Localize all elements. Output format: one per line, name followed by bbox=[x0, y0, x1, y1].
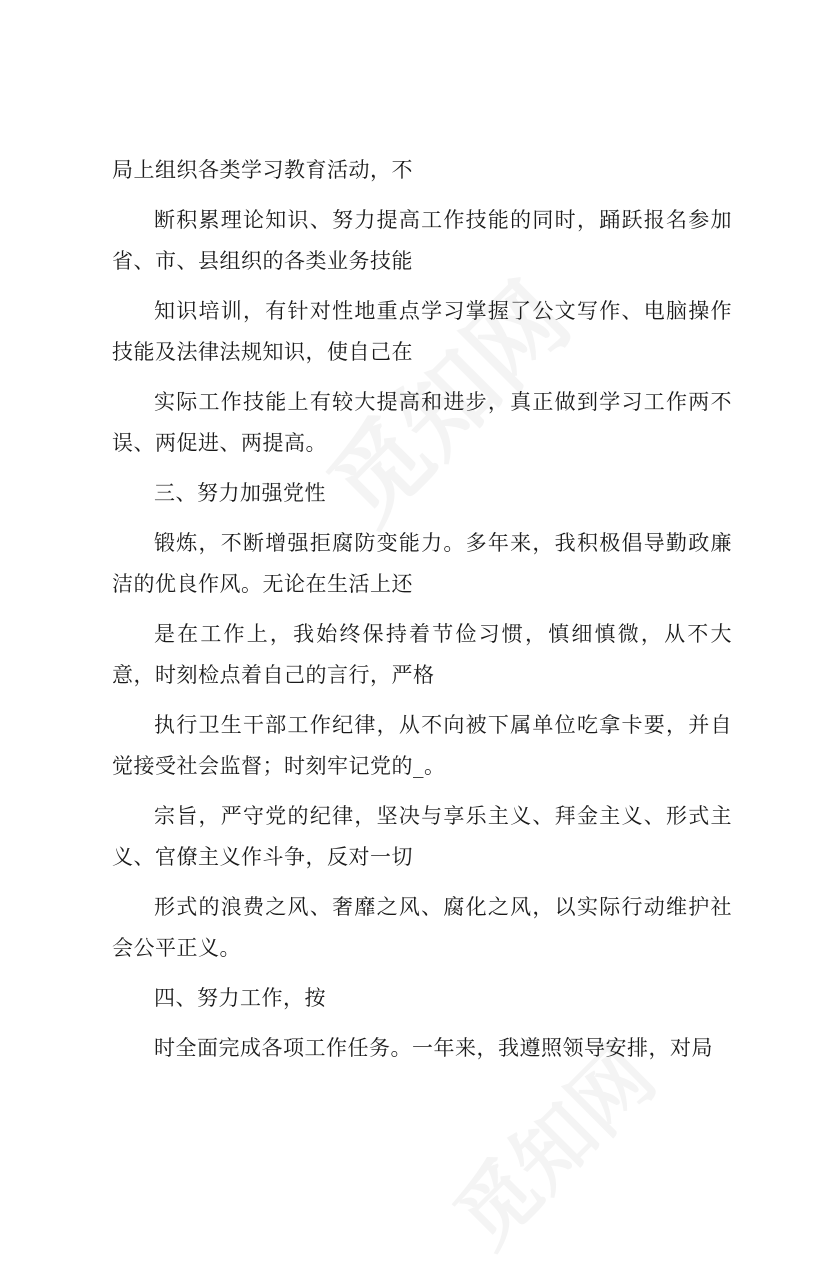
paragraph-3: 知识培训，有针对性地重点学习掌握了公文写作、电脑操作技能及法律法规知识，使自己在 bbox=[112, 299, 732, 364]
paragraph-6: 锻炼，不断增强拒腐防变能力。多年来，我积极倡导勤政廉洁的优良作风。无论在生活上还 bbox=[112, 531, 732, 596]
paragraph-12: 时全面完成各项工作任务。一年来，我遵照领导安排，对局 bbox=[154, 1036, 713, 1060]
paragraph-8: 执行卫生干部工作纪律，从不向被下属单位吃拿卡要，并自觉接受社会监督；时刻牢记党的_。 bbox=[112, 713, 732, 778]
paragraph-1: 局上组织各类学习教育活动，不 bbox=[112, 158, 413, 182]
paragraph-7: 是在工作上，我始终保持着节俭习惯，慎细慎微，从不大意，时刻检点着自己的言行，严格 bbox=[112, 622, 732, 687]
document-body bbox=[112, 150, 732, 1078]
paragraph-4: 实际工作技能上有较大提高和进步，真正做到学习工作两不误、两促进、两提高。 bbox=[112, 390, 732, 455]
section-heading-4: 四、努力工作，按 bbox=[154, 986, 326, 1010]
paragraph-9: 宗旨，严守党的纪律，坚决与享乐主义、拜金主义、形式主义、官僚主义作斗争，反对一切 bbox=[112, 804, 732, 869]
paragraph-2: 断积累理论知识、努力提高工作技能的同时，踊跃报名参加省、市、县组织的各类业务技能 bbox=[112, 208, 732, 273]
paragraph-10: 形式的浪费之风、奢靡之风、腐化之风，以实际行动维护社会公平正义。 bbox=[112, 895, 732, 960]
section-heading-3: 三、努力加强党性 bbox=[154, 481, 326, 505]
